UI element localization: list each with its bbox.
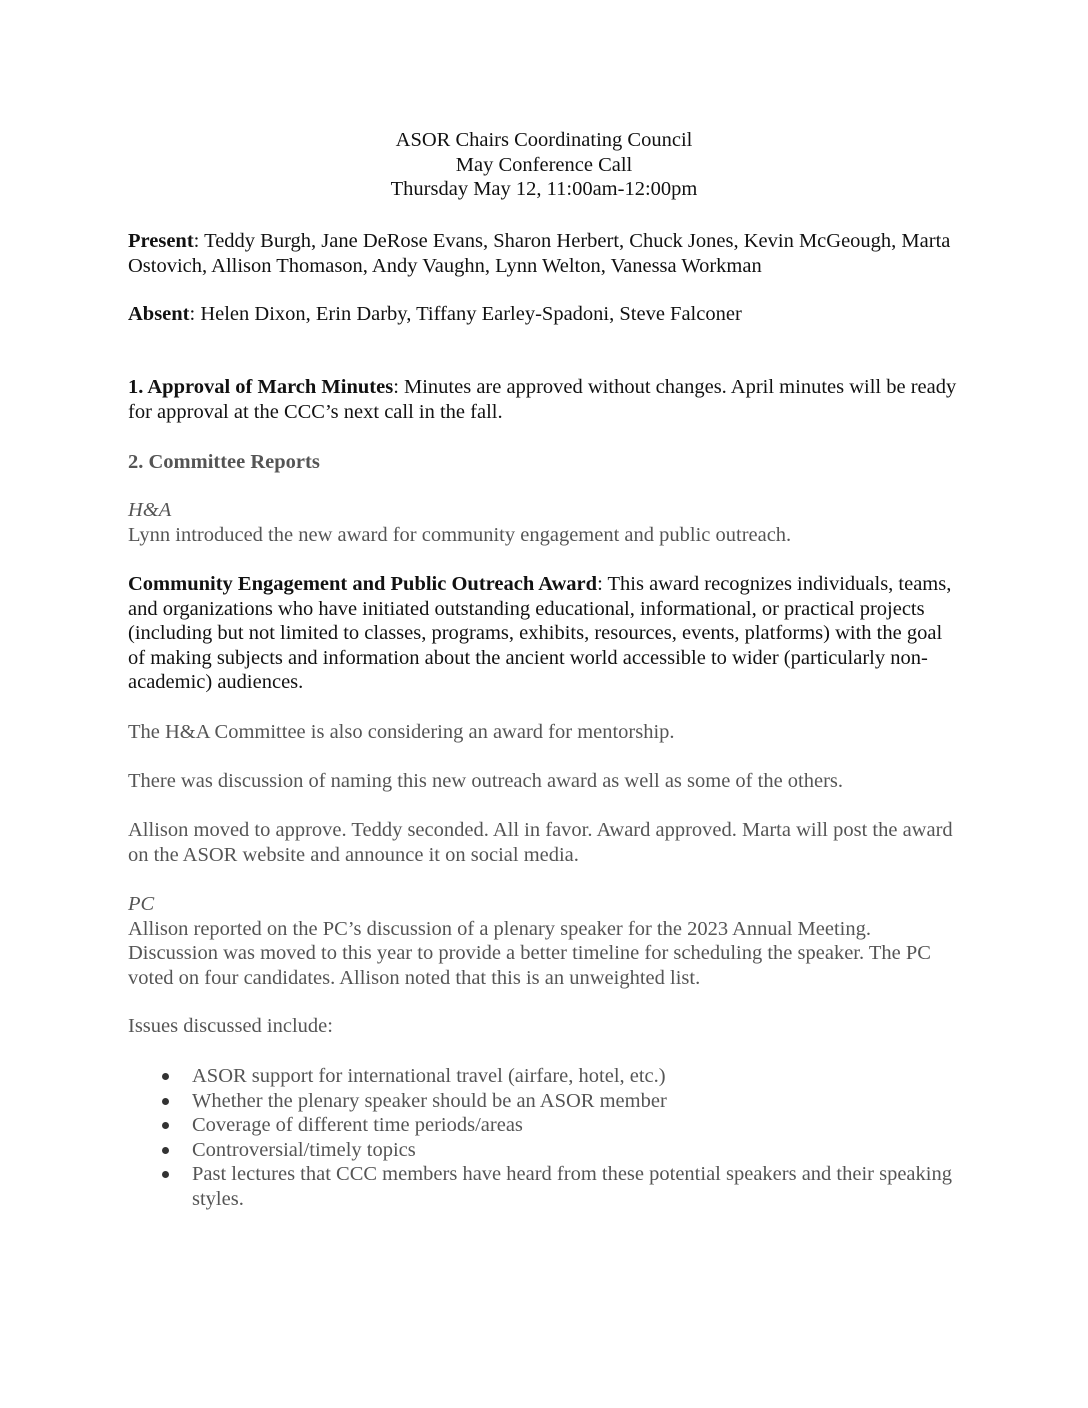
bullet-icon (162, 1171, 169, 1178)
bullet-icon (162, 1098, 169, 1105)
section1-heading: 1. Approval of March Minutes (128, 376, 394, 398)
list-item: Past lectures that CCC members have heard from these potential speakers and their speaking styles. (128, 1162, 958, 1211)
issues-intro: Issues discussed include: (128, 1015, 333, 1037)
list-item: Whether the plenary speaker should be an ASOR member (128, 1089, 958, 1114)
bullet-icon (162, 1073, 169, 1080)
vote-text: Allison moved to approve. Teddy seconded. All in favor. Award approved. Marta will post the award on the ASOR website and announce it on social media. (128, 819, 953, 866)
pc-block (128, 892, 958, 990)
issues-intro-paragraph (128, 1014, 958, 1039)
section2-heading-block (128, 450, 958, 475)
header-meeting: May Conference Call (455, 153, 633, 176)
header-organization: ASOR Chairs Coordinating Council (395, 129, 693, 151)
ha-intro: Lynn introduced the new award for community engagement and public outreach. (128, 523, 792, 546)
ha-block (128, 498, 958, 547)
pc-subheading: PC (128, 893, 155, 915)
award-label: Community Engagement and Public Outreach Award (128, 573, 598, 595)
present-paragraph (128, 229, 958, 278)
list-item: Coverage of different time periods/areas (128, 1113, 958, 1138)
mentorship-paragraph (128, 720, 958, 745)
pc-report: Allison reported on the PC’s discussion of a plenary speaker for the 2023 Annual Meeting. Discussion was moved to this year to provide a better timeline for scheduling the speaker. The PC voted on four candidates. Allison noted that this is an unweighted list. (128, 917, 931, 989)
section1-paragraph (128, 375, 958, 424)
document-header (0, 128, 1088, 202)
section1-text: : Minutes are approved without changes. April minutes will be ready for approval at the CCC’s next call in the fall. (128, 376, 957, 423)
vote-paragraph (128, 818, 958, 867)
present-label: Present (128, 230, 194, 252)
list-item: ASOR support for international travel (airfare, hotel, etc.) (128, 1064, 958, 1089)
issues-list (128, 1064, 958, 1211)
award-description: : This award recognizes individuals, teams, and organizations who have initiated outstanding educational, informational, or practical projects (including but not limited to classes, programs, exhibits, resources, events, platforms) with the goal of making subjects and information about the ancient world accessible to wider (particularly non-academic) audiences. (128, 573, 952, 693)
ha-subheading: H&A (128, 499, 172, 521)
absent-label: Absent (128, 303, 190, 325)
bullet-icon (162, 1147, 169, 1154)
list-item: Controversial/timely topics (128, 1138, 958, 1163)
bullet-icon (162, 1122, 169, 1129)
naming-text: There was discussion of naming this new outreach award as well as some of the others. (128, 770, 844, 792)
absent-list: : Helen Dixon, Erin Darby, Tiffany Earley-Spadoni, Steve Falconer (189, 303, 742, 325)
present-list: : Teddy Burgh, Jane DeRose Evans, Sharon Herbert, Chuck Jones, Kevin McGeough, Marta Ostovich, Allison Thomason, Andy Vaughn, Lynn Welton, Vanessa Workman (128, 230, 951, 277)
header-date: Thursday May 12, 11:00am-12:00pm (390, 178, 698, 200)
naming-paragraph (128, 769, 958, 794)
mentorship-text: The H&A Committee is also considering an award for mentorship. (128, 721, 675, 743)
section2-heading: 2. Committee Reports (128, 451, 320, 473)
absent-paragraph (128, 302, 958, 327)
award-paragraph (128, 572, 958, 695)
